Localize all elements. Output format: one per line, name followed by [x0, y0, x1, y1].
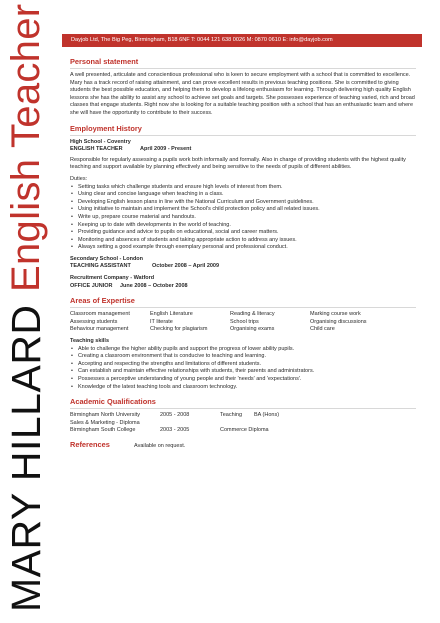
candidate-name: MARY HILLARD	[3, 304, 49, 612]
list-item: • Creating a classroom environment that is conducive to teaching and learning.	[70, 353, 416, 361]
expertise-item: Assessing students	[70, 318, 118, 325]
qualification-row	[70, 412, 416, 420]
duties-list	[70, 184, 416, 252]
job-role-line	[70, 283, 416, 291]
qualification-school: Birmingham South College	[70, 427, 136, 434]
qualification-school: Sales & Marketing - Diploma	[70, 419, 140, 426]
references-row	[70, 441, 416, 451]
list-item: • Using initiative to maintain and implement the School's child protection policy and all related issues.	[70, 206, 416, 214]
section-title-personal-statement: Personal statement	[70, 57, 139, 66]
teaching-skills-label: Teaching skills	[70, 338, 110, 345]
cv-content	[70, 57, 416, 451]
list-item: • Always setting a good example through exemplary personal and professional conduct.	[70, 244, 416, 252]
job-role: OFFICE JUNIOR	[70, 282, 113, 289]
job-entry-1	[70, 139, 416, 252]
job-dates: June 2008 – October 2008	[120, 282, 188, 289]
job-role: TEACHING ASSISTANT	[70, 263, 131, 270]
references-text: Available on request.	[134, 442, 186, 449]
section-divider	[70, 307, 416, 308]
list-item: • Can establish and maintain effective relationships with students, their parents and administrators.	[70, 368, 416, 376]
job-entry-3	[70, 275, 416, 290]
section-divider	[70, 68, 416, 69]
personal-statement-text: A well presented, articulate and conscientious professional who is keen to secure employment with a school that is committed to excellence. Mary has a track record of raising attainment, and can prove excellent results in previous teaching positions. She is committed to giving students the best possible education, and helping them to develop a lifelong enthusiasm for learning. Through delivering high quality English lessons she has the ability to assist any school to achieve set goals and targets. She possesses experience of teaching varied, rich and broad classes that engage students. Right now she is looking for a suitable teaching position with a school that has an enthusiastic team and where she will have the opportunity to contribute to their success.	[70, 72, 415, 116]
list-item: • Able to challenge the higher ability pupils and support the progress of lower ability pupils.	[70, 346, 416, 354]
list-item: • Possesses a perceptive understanding of young people and their 'needs' and 'expectations'.	[70, 376, 416, 384]
expertise-item: Checking for plagiarism	[150, 326, 208, 333]
job-org: Secondary School - London	[70, 255, 144, 262]
job-dates: April 2009 - Present	[140, 146, 192, 153]
list-item: • Accepting and respecting the strengths and limitations of different students.	[70, 361, 416, 369]
job-summary: Responsible for regularly assessing a pupils work both informally and formally. Also in charge of providing students with the highest quality teaching and support available by planning effectively and being sensitive to the needs of pupils of different abilities.	[70, 156, 406, 171]
list-item: • Using clear and concise language when teaching in a class.	[70, 191, 416, 199]
qualification-years: 2003 - 2005	[160, 427, 190, 434]
list-item: • Keeping up to date with developments in the world of teaching.	[70, 222, 416, 230]
qualification-subject: Teaching	[220, 412, 243, 419]
expertise-item: Organising discussions	[310, 318, 367, 325]
job-role-line	[70, 146, 416, 154]
section-title-references: References	[70, 439, 110, 449]
list-item: • Providing guidance and advice to pupils on educational, social and career matters.	[70, 229, 416, 237]
list-item: • Developing English lesson plans in line with the National Curriculum and Government guidelines.	[70, 199, 416, 207]
expertise-item: Reading & literacy	[230, 311, 275, 318]
list-item: • Setting tasks which challenge students and ensure high levels of interest from them.	[70, 184, 416, 192]
section-divider	[70, 408, 416, 409]
teaching-skills-list	[70, 346, 416, 392]
qualification-years: 2005 - 2008	[160, 412, 190, 419]
list-item: • Write up, prepare course material and handouts.	[70, 214, 416, 222]
expertise-item: Behaviour management	[70, 326, 129, 333]
job-org: High School - Coventry	[70, 138, 131, 145]
list-item: • Monitoring and absences of students and taking appropriate action to address any issues.	[70, 237, 416, 245]
qualification-row	[70, 427, 416, 435]
section-title-employment: Employment History	[70, 123, 142, 133]
job-title: English Teacher	[4, 3, 48, 292]
expertise-item: English Literature	[150, 311, 193, 318]
section-title-qualifications: Academic Qualifications	[70, 397, 156, 407]
qualification-award: BA (Hons)	[254, 412, 280, 419]
job-role-line	[70, 263, 416, 271]
expertise-item: Child care	[310, 326, 335, 333]
job-role: ENGLISH TEACHER	[70, 146, 123, 153]
qualification-school: Birmingham North University	[70, 412, 140, 419]
duties-label: Duties:	[70, 175, 88, 182]
expertise-item: Marking course work	[310, 311, 361, 318]
section-divider	[70, 135, 416, 136]
job-entry-2	[70, 256, 416, 271]
expertise-item: Classroom management	[70, 311, 130, 318]
expertise-item: Organising exams	[230, 326, 275, 333]
list-item: • Knowledge of the latest teaching tools and classroom technology.	[70, 384, 416, 392]
qualification-row	[70, 420, 416, 428]
section-title-expertise: Areas of Expertise	[70, 296, 135, 306]
side-banner	[0, 0, 62, 623]
qualification-subject: Commerce Diploma	[220, 427, 269, 434]
job-dates: October 2008 – April 2009	[152, 263, 220, 270]
expertise-grid	[70, 311, 416, 334]
contact-bar: Dayjob Ltd, The Big Peg, Birmingham, B18 6NF T: 0044 121 638 0026 M: 0870 0610 E: info@dayjob.com	[62, 34, 422, 47]
expertise-item: IT literate	[150, 318, 173, 325]
job-org: Recruitment Company - Watford	[70, 275, 155, 282]
expertise-item: School trips	[230, 318, 259, 325]
